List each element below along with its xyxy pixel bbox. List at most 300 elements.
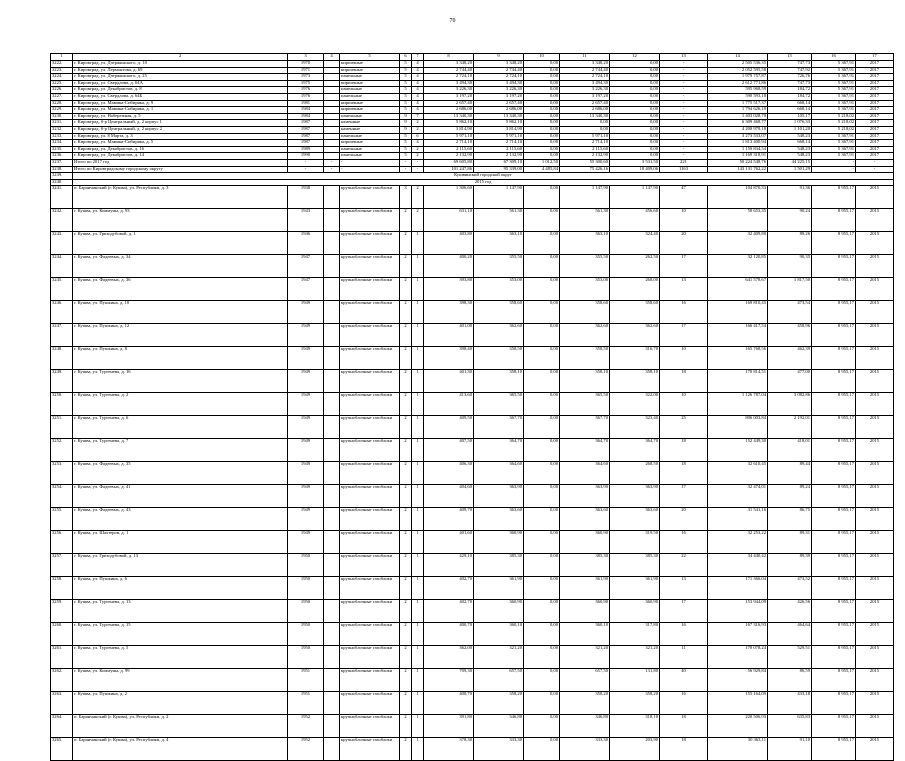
table-cell: 1 xyxy=(412,485,424,508)
table-cell: 1 147,90 xyxy=(610,186,660,209)
table-cell: 2 132,90 xyxy=(474,153,524,160)
table-cell: 8 955,17 xyxy=(812,301,856,324)
table-cell: 426,56 xyxy=(768,600,812,623)
table-cell: крупноблочные газоблоки xyxy=(340,232,400,255)
table-row xyxy=(51,646,894,669)
table-cell: 548,23 xyxy=(768,146,812,153)
table-cell: 1971 xyxy=(288,67,324,74)
table-cell: 169 810,45 xyxy=(708,301,768,324)
table-cell: 393,80 xyxy=(424,278,474,301)
table-cell: 8 955,17 xyxy=(812,462,856,485)
table-cell: 1 101,20 xyxy=(768,126,812,133)
column-number-header: 13 xyxy=(660,54,708,61)
table-cell: крупноблочные газоблоки xyxy=(340,738,400,761)
table-cell: 16 xyxy=(660,301,708,324)
table-cell: 364,60 xyxy=(474,462,524,485)
column-number-header: 3 xyxy=(288,54,324,61)
table-cell: 346,80 xyxy=(474,715,524,738)
table-cell: 8 955,17 xyxy=(812,370,856,393)
table-cell: 5 xyxy=(400,107,412,114)
table-cell: 747,73 xyxy=(768,80,812,87)
table-cell: 1976 xyxy=(288,87,324,94)
table-cell: 3 494,30 xyxy=(474,80,524,87)
table-cell: 0,00 xyxy=(524,153,560,160)
table-cell: 86,75 xyxy=(768,508,812,531)
table-cell: 0,00 xyxy=(524,738,560,761)
table-cell: 2017 xyxy=(856,100,894,107)
table-cell: - xyxy=(856,159,894,166)
table-cell: 316,70 xyxy=(610,347,660,370)
table-row xyxy=(51,100,894,107)
table-cell: 3 197,20 xyxy=(560,93,610,100)
table-cell: 3243. xyxy=(51,232,73,255)
table-cell: 361,90 xyxy=(610,577,660,600)
table-cell: 1951 xyxy=(288,692,324,715)
table-row xyxy=(51,531,894,554)
table-cell: 2015 xyxy=(856,301,894,324)
table-cell: 2 052 595,58 xyxy=(708,67,768,74)
table-cell: 11 xyxy=(660,646,708,669)
table-cell: 1 501,29 xyxy=(768,166,812,173)
table-cell: 2 724,10 xyxy=(560,74,610,81)
table-cell: 0,00 xyxy=(524,370,560,393)
table-cell: 401,30 xyxy=(424,370,474,393)
table-cell: 8 955,17 xyxy=(812,485,856,508)
table-cell: 0,00 xyxy=(610,120,660,127)
table-cell: 1949 xyxy=(288,393,324,416)
table-cell: 67 309,10 xyxy=(474,159,524,166)
table-cell xyxy=(324,100,340,107)
table-cell xyxy=(324,600,340,623)
table-cell: 418,01 xyxy=(768,439,812,462)
table-cell: 1 xyxy=(412,324,424,347)
table-cell: 0,00 xyxy=(524,577,560,600)
table-cell: 30 363,11 xyxy=(708,738,768,761)
column-number-header: 6 xyxy=(400,54,412,61)
table-cell: 806 003,84 xyxy=(708,416,768,439)
table-cell: 105,17 xyxy=(768,113,812,120)
table-cell: 333,30 xyxy=(560,738,610,761)
table-cell: 5 xyxy=(400,100,412,107)
table-cell: г. Кировград, ул. Набережная, д. 5 xyxy=(73,113,288,120)
table-cell: г. Кировград, ул. 8 Марта, д. 3 xyxy=(73,133,288,140)
table-cell: 2015 xyxy=(856,232,894,255)
table-cell: 2015 xyxy=(856,370,894,393)
table-cell: 2 xyxy=(412,146,424,153)
table-cell: 8 955,17 xyxy=(812,715,856,738)
table-cell: 362,60 xyxy=(560,324,610,347)
table-cell: 2015 xyxy=(856,623,894,646)
table-cell: 0,00 xyxy=(524,67,560,74)
table-cell: 3 273 533,07 xyxy=(708,133,768,140)
table-cell: 1 xyxy=(412,623,424,646)
table-cell: 2015 xyxy=(856,715,894,738)
table-cell: 8 955,17 xyxy=(812,324,856,347)
table-cell: 13 340,30 xyxy=(560,113,610,120)
table-cell: 5 xyxy=(400,61,412,68)
table-cell: 1 794 626,19 xyxy=(708,107,768,114)
table-cell: п. Баранчинский (г. Кушва), ул. Республики, д. 2 xyxy=(73,715,288,738)
table-cell: 400,20 xyxy=(424,255,474,278)
table-row xyxy=(51,140,894,147)
table-cell: 2015 xyxy=(856,692,894,715)
table-cell: 5 218,02 xyxy=(812,120,856,127)
table-cell: 1 306,60 xyxy=(424,186,474,209)
table-cell: 1950 xyxy=(288,623,324,646)
table-cell: 8 955,17 xyxy=(812,738,856,761)
table-cell: г. Кушва, ул. Тургенева, д. 15 xyxy=(73,623,288,646)
table-cell: 1 159 834,54 xyxy=(708,146,768,153)
table-cell: 10 xyxy=(660,209,708,232)
table-cell: 2015 xyxy=(856,669,894,692)
column-number-header: 14 xyxy=(708,54,768,61)
table-cell: - xyxy=(660,133,708,140)
table-cell: 0,00 xyxy=(524,623,560,646)
table-cell: 2017 xyxy=(856,80,894,87)
table-cell xyxy=(324,692,340,715)
table-cell: 360,90 xyxy=(560,600,610,623)
table-cell: 91,10 xyxy=(768,738,812,761)
table-cell: 404,60 xyxy=(424,485,474,508)
table-cell: 2 xyxy=(400,600,412,623)
table-cell: 1949 xyxy=(288,416,324,439)
table-cell: 321,20 xyxy=(610,646,660,669)
table-cell: 5 xyxy=(400,80,412,87)
table-cell: 95 339,00 xyxy=(474,166,524,173)
table-cell: кирпичные xyxy=(340,67,400,74)
table-cell: 401,00 xyxy=(424,324,474,347)
table-cell: 631,10 xyxy=(424,209,474,232)
table-cell: 360,90 xyxy=(474,531,524,554)
table-cell: 2015 xyxy=(856,462,894,485)
table-cell: 641 578,67 xyxy=(708,278,768,301)
table-cell: 2 115,60 xyxy=(424,146,474,153)
table-row xyxy=(51,347,894,370)
table-cell: 104 870,33 xyxy=(708,186,768,209)
table-cell: 358,50 xyxy=(474,347,524,370)
table-cell: 8 955,17 xyxy=(812,577,856,600)
table-cell: 2 xyxy=(400,370,412,393)
table-cell: 0,00 xyxy=(524,715,560,738)
table-cell: 3241. xyxy=(51,186,73,209)
table-row xyxy=(51,738,894,761)
table-cell: 3250. xyxy=(51,393,73,416)
table-cell: каменные xyxy=(340,126,400,133)
table-cell: 18 xyxy=(660,738,708,761)
table-cell xyxy=(324,140,340,147)
table-cell: 18 xyxy=(660,462,708,485)
table-cell: 317,80 xyxy=(610,623,660,646)
table-cell: г. Кушва, ул. Фадеевых, д. 43 xyxy=(73,508,288,531)
table-cell: 5 971,10 xyxy=(474,133,524,140)
table-cell: 90,24 xyxy=(768,209,812,232)
table-cell: - xyxy=(812,159,856,166)
table-cell: 3255. xyxy=(51,508,73,531)
table-cell: 1950 xyxy=(288,554,324,577)
table-cell: 2 xyxy=(400,209,412,232)
section-heading-row xyxy=(51,179,894,186)
table-cell: 1 979 757,87 xyxy=(708,74,768,81)
table-cell: 8 955,17 xyxy=(812,531,856,554)
table-cell: 2 686,00 xyxy=(560,107,610,114)
table-cell: 0,00 xyxy=(560,120,610,127)
table-cell: 635,83 xyxy=(768,715,812,738)
table-cell: 360,90 xyxy=(474,600,524,623)
table-cell: 3247. xyxy=(51,324,73,347)
column-number-header: 1 xyxy=(51,54,73,61)
table-cell: 16 xyxy=(660,623,708,646)
table-cell: 5 xyxy=(400,133,412,140)
table-cell: г. Кировград, ул. Дзержинского, д. 25 xyxy=(73,74,288,81)
table-cell xyxy=(324,93,340,100)
table-cell: 50 653,35 xyxy=(708,209,768,232)
table-cell: 3229. xyxy=(51,107,73,114)
table-cell: 203,90 xyxy=(610,738,660,761)
table-cell: крупноблочные газоблоки xyxy=(340,186,400,209)
table-cell: 8 955,17 xyxy=(812,232,856,255)
table-row xyxy=(51,623,894,646)
table-row xyxy=(51,74,894,81)
table-cell: 1952 xyxy=(288,738,324,761)
table-cell: 2017 xyxy=(856,120,894,127)
table-cell xyxy=(324,209,340,232)
table-cell: 166 417,54 xyxy=(708,324,768,347)
table-cell: 726,76 xyxy=(768,74,812,81)
table-cell: 10 xyxy=(660,347,708,370)
table-cell: - xyxy=(660,100,708,107)
table-cell: 2017 xyxy=(856,133,894,140)
table-cell: 13 340,30 xyxy=(424,113,474,120)
table-cell: 364,70 xyxy=(474,439,524,462)
table-cell: 2 657,40 xyxy=(560,100,610,107)
table-cell: 1987 xyxy=(288,126,324,133)
table-row xyxy=(51,508,894,531)
table-cell: 361,90 xyxy=(474,577,524,600)
table-cell xyxy=(324,255,340,278)
column-number-header: 9 xyxy=(474,54,524,61)
table-cell: 1949 xyxy=(288,462,324,485)
table-cell: 2017 xyxy=(856,140,894,147)
table-cell: 2 686,00 xyxy=(474,107,524,114)
table-row xyxy=(51,113,894,120)
column-number-header: 15 xyxy=(768,54,812,61)
table-cell: г. Кушва, ул. Фадеевых, д. 41 xyxy=(73,485,288,508)
table-cell: г. Кушва, ул. Коммуны, д. 99 xyxy=(73,669,288,692)
table-cell: 1949 xyxy=(288,508,324,531)
table-cell: 5 xyxy=(400,74,412,81)
table-cell: 50 224 548,76 xyxy=(708,159,768,166)
table-row xyxy=(51,133,894,140)
table-cell: 0,00 xyxy=(524,74,560,81)
table-cell: 1 xyxy=(412,439,424,462)
table-cell: 429,10 xyxy=(424,554,474,577)
table-cell: 657,50 xyxy=(560,669,610,692)
table-cell: 0,00 xyxy=(524,669,560,692)
table-cell xyxy=(324,113,340,120)
table-cell: крупноблочные газоблоки xyxy=(340,508,400,531)
table-row xyxy=(51,462,894,485)
table-cell: г. Кушва, ул. Тургенева, д. 7 xyxy=(73,439,288,462)
table-cell: 5 367,91 xyxy=(812,107,856,114)
table-cell: крупноблочные газоблоки xyxy=(340,554,400,577)
table-cell: 0,00 xyxy=(524,113,560,120)
table-cell: 7 xyxy=(412,113,424,120)
table-cell: 406,30 xyxy=(424,462,474,485)
table-cell: 2017 xyxy=(856,67,894,74)
table-cell: 409,50 xyxy=(424,416,474,439)
table-cell: 3246. xyxy=(51,301,73,324)
table-cell: крупноблочные газоблоки xyxy=(340,531,400,554)
table-cell xyxy=(324,347,340,370)
table-cell: 9 xyxy=(400,126,412,133)
table-cell: - xyxy=(400,159,412,166)
table-cell: 40 xyxy=(660,669,708,692)
table-cell: 1949 xyxy=(288,324,324,347)
table-cell: г. Кушва, ул. Тургенева, д. 2 xyxy=(73,393,288,416)
table-cell: 5 xyxy=(400,67,412,74)
table-cell: - xyxy=(340,159,400,166)
table-cell: 32 610,45 xyxy=(708,462,768,485)
table-cell: г. Кушва, ул. Тургенева, д. 13 xyxy=(73,600,288,623)
table-cell: 5 367,91 xyxy=(812,61,856,68)
table-cell: 90,35 xyxy=(768,255,812,278)
table-cell: 548,23 xyxy=(768,133,812,140)
table-cell: кирпичные xyxy=(340,140,400,147)
table-cell: 0,00 xyxy=(524,209,560,232)
table-cell xyxy=(324,715,340,738)
table-row xyxy=(51,439,894,462)
table-cell: 1 xyxy=(412,692,424,715)
table-cell: 221 xyxy=(660,159,708,166)
table-cell: 3222. xyxy=(51,61,73,68)
table-cell: 5 367,91 xyxy=(812,146,856,153)
table-cell: 143 131 762,22 xyxy=(708,166,768,173)
table-cell: 2015 xyxy=(856,393,894,416)
table-cell: 3 348,20 xyxy=(560,61,610,68)
table-cell: 5 862,10 xyxy=(424,120,474,127)
table-cell: - xyxy=(856,166,894,173)
table-cell: 668,14 xyxy=(768,107,812,114)
table-cell: 47 xyxy=(660,186,708,209)
table-cell: 2 xyxy=(400,301,412,324)
table-cell: 2 xyxy=(400,255,412,278)
table-cell: 400,70 xyxy=(424,692,474,715)
table-cell: кирпичные xyxy=(340,100,400,107)
table-cell: 8 955,17 xyxy=(812,393,856,416)
table-cell: 378,30 xyxy=(424,738,474,761)
table-cell: 0,00 xyxy=(524,120,560,127)
table-cell: 2 xyxy=(400,715,412,738)
column-number-header: 5 xyxy=(340,54,400,61)
table-cell: 3260. xyxy=(51,623,73,646)
table-cell: Итого по 2017 год xyxy=(73,159,288,166)
table-cell: 407,50 xyxy=(424,439,474,462)
table-cell: 25 xyxy=(660,416,708,439)
table-cell: - xyxy=(660,74,708,81)
table-cell: 1950 xyxy=(288,577,324,600)
table-cell: 2 714,10 xyxy=(560,140,610,147)
table-cell: панельные xyxy=(340,87,400,94)
table-cell: 385,30 xyxy=(474,554,524,577)
table-cell: крупноблочные газоблоки xyxy=(340,255,400,278)
table-cell: - xyxy=(812,166,856,173)
table-cell: 0,00 xyxy=(524,646,560,669)
table-row xyxy=(51,485,894,508)
table-cell: 362,00 xyxy=(424,646,474,669)
table-cell: крупноблочные газоблоки xyxy=(340,301,400,324)
table-cell: 3234. xyxy=(51,140,73,147)
table-cell: 8 955,17 xyxy=(812,508,856,531)
table-cell: 8 955,17 xyxy=(812,255,856,278)
table-cell: г. Кушва, ул. Фадеевых, д. 36 xyxy=(73,278,288,301)
table-cell: 363,10 xyxy=(474,232,524,255)
table-cell: 153 944,09 xyxy=(708,600,768,623)
table-cell: 360,90 xyxy=(560,531,610,554)
table-cell: 321,20 xyxy=(560,646,610,669)
table-row xyxy=(51,80,894,87)
table-cell: 1987 xyxy=(288,133,324,140)
table-cell: 2 xyxy=(400,692,412,715)
table-cell: 362,60 xyxy=(610,324,660,347)
table-cell: 1938 xyxy=(288,186,324,209)
table-cell: 9 xyxy=(400,113,412,120)
table-cell: 360,90 xyxy=(610,600,660,623)
table-cell: 3264. xyxy=(51,715,73,738)
table-cell: 2015 xyxy=(856,738,894,761)
table-row xyxy=(51,146,894,153)
table-cell: панельные xyxy=(340,93,400,100)
table-cell: 364,60 xyxy=(560,462,610,485)
table-cell: 2 xyxy=(400,531,412,554)
table-cell: 0,00 xyxy=(524,531,560,554)
table-cell: 1950 xyxy=(288,646,324,669)
table-cell: 413,60 xyxy=(424,393,474,416)
table-cell: 0,00 xyxy=(610,74,660,81)
table-cell: 268,00 xyxy=(610,278,660,301)
table-cell: 18 xyxy=(660,439,708,462)
table-cell: 86,59 xyxy=(768,669,812,692)
table-row xyxy=(51,166,894,173)
table-cell: - xyxy=(660,93,708,100)
table-cell: 8 955,17 xyxy=(812,646,856,669)
table-cell: 1989 xyxy=(288,146,324,153)
table-cell: 0,00 xyxy=(610,113,660,120)
table-cell: 0,00 xyxy=(524,146,560,153)
table-cell: - xyxy=(660,120,708,127)
table-cell: 0,00 xyxy=(610,87,660,94)
column-number-header: 4 xyxy=(324,54,340,61)
table-cell: 2 xyxy=(412,209,424,232)
table-cell: 3244. xyxy=(51,255,73,278)
table-cell: г. Кушва, ул. Пушкина, д. 8 xyxy=(73,347,288,370)
table-cell: 1943 xyxy=(288,209,324,232)
table-cell: 22 xyxy=(660,554,708,577)
table-cell: 2 xyxy=(400,232,412,255)
table-cell: 170 814,51 xyxy=(708,370,768,393)
table-cell: 355,50 xyxy=(560,255,610,278)
table-cell: 2 xyxy=(400,462,412,485)
table-cell: 4 xyxy=(412,107,424,114)
table-cell: 464,64 xyxy=(768,623,812,646)
table-cell: 1951 xyxy=(288,669,324,692)
table-cell: панельные xyxy=(340,146,400,153)
table-cell: 1984 xyxy=(288,107,324,114)
table-cell: 8 955,17 xyxy=(812,554,856,577)
table-cell: г. Кировград, ул. Декабристов, д. 14 xyxy=(73,153,288,160)
table-cell: 2 xyxy=(400,554,412,577)
table-cell xyxy=(324,133,340,140)
table-cell xyxy=(324,301,340,324)
